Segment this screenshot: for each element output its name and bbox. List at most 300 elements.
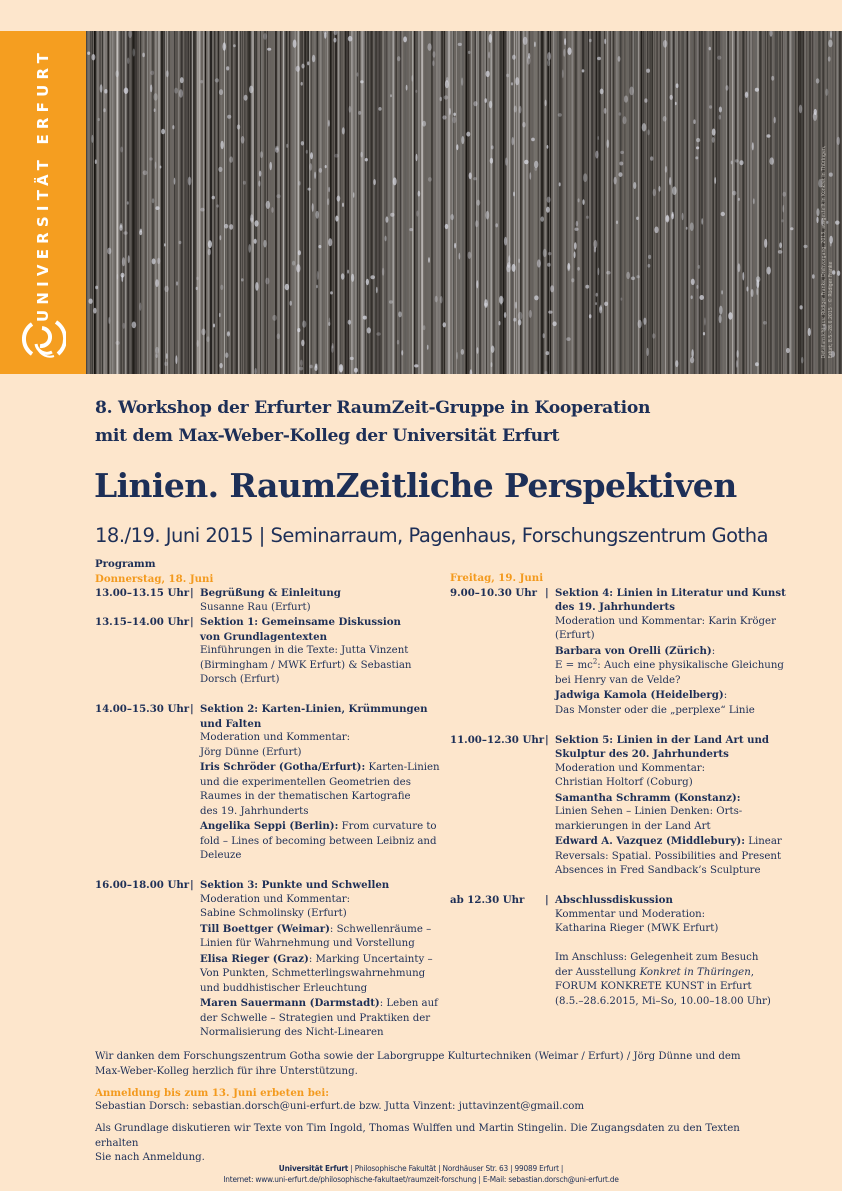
photo-highlight [397,340,399,345]
photo-highlight [123,323,125,329]
photo-strand [721,31,722,374]
photo-highlight [124,88,129,94]
photo-highlight [423,325,426,330]
photo-strand [539,31,540,374]
photo-highlight [701,218,703,225]
photo-strand [783,31,784,374]
photo-highlight [120,223,123,228]
photo-highlight [546,351,550,355]
photo-strand [221,31,222,374]
photo-highlight [540,216,544,221]
photo-highlight [491,346,495,353]
photo-highlight [271,207,273,213]
photo-strand [433,31,435,374]
photo-highlight [428,257,430,263]
photo-highlight [298,250,301,255]
photo-highlight [104,89,107,94]
photo-highlight [589,314,592,318]
photo-strand [340,31,341,374]
photo-strand [459,31,460,374]
speaker: Till Boettger (Weimar) [200,922,330,935]
photo-highlight [652,333,655,338]
photo-highlight [803,245,807,248]
program-slot [95,702,440,864]
photo-highlight [638,320,642,328]
photo-strand [104,31,105,374]
photo-highlight [416,154,418,162]
photo-highlight [301,340,304,347]
photo-highlight [229,156,233,162]
photo-strand [311,31,312,374]
photo-strand [507,31,508,374]
photo-highlight [816,217,818,223]
moderation: Moderation und Kommentar: [555,762,706,774]
photo-highlight [691,279,695,285]
photo-highlight [382,268,384,276]
photo-highlight [513,192,515,197]
photo-highlight [450,214,454,220]
photo-strand [244,31,246,374]
imprint-contact: Internet: www.uni-erfurt.de/philosophische-fakultaet/raumzeit-forschung | E-Mail: sebastian.dorsch@uni-erfurt.de [223,1174,619,1184]
photo-strand [225,31,226,374]
photo-strand [677,31,678,374]
photo-highlight [589,39,592,42]
photo-highlight [653,189,656,197]
formula-exponent: 2 [592,657,598,666]
photo-highlight [314,365,317,371]
photo-highlight [756,288,758,296]
photo-highlight [376,332,381,336]
photo-highlight [215,78,219,82]
photo-strand [394,31,395,374]
program-slot [95,586,440,615]
photo-highlight [298,181,300,185]
photo-highlight [728,312,732,320]
program-slot [450,586,795,719]
photo-strand [406,31,408,374]
photo-highlight [621,298,623,301]
photo-highlight [91,135,93,143]
photo-highlight [208,249,211,256]
photo-highlight [764,239,767,248]
photo-strand [785,31,787,374]
photo-highlight [633,182,636,189]
photo-highlight [373,179,376,185]
photo-strand [371,31,372,374]
slot-title: des 19. Jahrhunderts [555,601,675,613]
talk [200,922,440,938]
photo-highlight [712,137,715,143]
photo-highlight [348,36,353,42]
talk [200,819,440,835]
exhibition-note: Im Anschluss: Gelegenheit zum Besuch [555,952,759,963]
photo-highlight [624,96,628,103]
talk-title: fold – Lines of becoming between Leibniz and [200,835,437,847]
photo-strand [611,31,612,374]
photo-highlight [155,279,159,287]
photo-strand [538,31,539,374]
photo-highlight [504,312,506,318]
photo-strand [432,31,433,374]
photo-highlight [547,60,550,66]
photo-strand [423,31,424,374]
reading-basis-line: Als Grundlage diskutieren wir Texte von Tim Ingold, Thomas Wulffen und Martin Stingelin. Die Zugangsdaten zu den Texten erhalten [95,1123,740,1149]
photo-highlight [500,297,502,306]
photo-strand [409,31,410,374]
photo-strand [733,31,735,374]
photo-highlight [307,61,309,65]
photo-strand [798,31,800,374]
photo-highlight [695,156,698,159]
photo-strand [673,31,675,374]
photo-highlight [108,317,110,324]
photo-strand [708,31,710,374]
photo-highlight [663,116,667,122]
photo-highlight [506,265,510,273]
photo-highlight [406,85,408,91]
photo-highlight [461,136,464,144]
photo-highlight [812,274,815,279]
photo-highlight [196,277,198,280]
photo-highlight [614,177,617,185]
photo-highlight [543,333,545,338]
photo-strand [543,31,544,374]
photo-strand [278,31,280,374]
photo-highlight [219,89,223,95]
photo-highlight [779,242,782,248]
photo-highlight [672,186,677,195]
slot-time: 16.00–18.00 Uhr [95,879,190,891]
photo-highlight [620,151,624,154]
photo-highlight [671,213,674,219]
speaker: Angelika Seppi (Berlin): [200,820,339,832]
photo-highlight [428,43,432,51]
photo-strand [610,31,611,374]
photo-highlight [376,287,378,293]
photo-highlight [150,71,154,76]
photo-highlight [616,221,618,225]
exhibition-text: , [750,966,755,978]
photo-strand [790,31,792,374]
speaker: Barbara von Orelli (Zürich) [555,644,712,657]
photo-strand [240,31,241,374]
photo-highlight [719,115,721,120]
photo-highlight [427,345,429,350]
university-wordmark: UNIVERSITÄT ERFURT [34,47,52,323]
photo-highlight [269,162,272,171]
photo-strand [298,31,299,374]
photo-highlight [319,168,322,173]
photo-highlight [265,278,269,285]
photo-strand [136,31,138,374]
photo-strand [289,31,290,374]
talk [200,952,440,968]
program-slot [450,733,795,879]
photo-highlight [263,33,267,40]
photo-highlight [98,118,100,121]
photo-strand [596,31,598,374]
photo-highlight [519,106,522,114]
photo-highlight [317,271,319,280]
photo-texture [86,31,842,374]
photo-strand [761,31,762,374]
photo-highlight [699,295,704,300]
photo-highlight [547,197,551,203]
photo-highlight [296,66,300,72]
photo-highlight [837,271,840,276]
photo-highlight [124,231,128,235]
photo-highlight [416,211,418,217]
photo-strand [98,31,99,374]
page-title: Linien. RaumZeitliche Perspektiven [94,466,737,505]
speaker: Maren Sauermann (Darmstadt) [200,997,380,1009]
photo-highlight [529,310,532,318]
photo-strand [835,31,836,374]
photo-highlight [121,273,125,278]
photo-strand [449,31,450,374]
photo-highlight [133,49,136,57]
moderator: (Erfurt) [555,630,595,641]
photo-highlight [522,122,525,128]
photo-highlight [115,341,120,345]
photo-highlight [647,348,649,356]
photo-strand [684,31,686,374]
photo-highlight [514,106,517,113]
photo-strand [814,31,815,374]
photo-strand [591,31,593,374]
day-heading: Freitag, 19. Juni [450,572,544,584]
photo-strand [475,31,476,374]
photo-highlight [117,274,119,279]
photo-highlight [95,286,98,290]
photo-highlight [524,160,528,165]
photo-strand [192,31,193,374]
photo-highlight [128,255,130,263]
photo-strand [261,31,262,374]
photo-highlight [456,144,458,150]
photo-highlight [458,43,462,46]
photo-strand [357,31,358,374]
photo-strand [359,31,360,374]
photo-highlight [675,360,678,367]
slot-title: Begrüßung & Einleitung [200,587,341,599]
photo-strand [660,31,661,374]
photo-highlight [385,216,388,222]
photo-strand [494,31,495,374]
photo-strand [740,31,741,374]
talk [555,688,795,704]
talk-title: Linien für Wahrnehmung und Vorstellung [200,938,415,949]
photo-highlight [397,56,400,61]
photo-highlight [566,337,570,341]
photo-strand [837,31,839,374]
photo-highlight [197,340,199,347]
photo-strand [691,31,693,374]
photo-highlight [563,49,565,57]
moderator: Christian Holtorf (Coburg) [555,777,693,788]
photo-highlight [696,138,700,142]
photo-highlight [598,268,600,276]
photo-highlight [582,69,585,72]
photo-strand [114,31,115,374]
photo-highlight [578,198,580,202]
photo-highlight [233,44,236,47]
photo-strand [746,31,747,374]
photo-credit [821,146,835,359]
photo-highlight [663,40,667,48]
photo-highlight [127,58,129,64]
photo-highlight [629,87,634,96]
photo-highlight [636,275,639,278]
photo-highlight [714,177,716,184]
photo-highlight [327,198,329,205]
photo-highlight [221,141,224,149]
talk-title: Normalisierung des Nicht-Linearen [200,1027,384,1038]
slot-time: 13.00–13.15 Uhr [95,587,190,599]
imprint-org: Universität Erfurt [278,1163,349,1173]
photo-highlight [393,177,397,185]
photo-highlight [604,302,608,306]
photo-highlight [577,267,580,271]
photo-highlight [296,264,300,272]
photo-highlight [293,40,297,48]
photo-strand [274,31,275,374]
talk [555,834,795,850]
photo-strand [800,31,801,374]
photo-strand [404,31,406,374]
photo-highlight [676,83,679,88]
photo-highlight [518,259,520,263]
photo-highlight [518,312,523,320]
photo-strand [178,31,179,374]
photo-highlight [753,198,755,204]
photo-highlight [693,119,695,124]
photo-highlight [174,88,178,94]
photo-highlight [505,158,508,166]
photo-highlight [506,74,509,78]
photo-highlight [164,243,166,246]
photo-highlight [157,258,160,264]
photo-highlight [801,357,803,364]
photo-highlight [308,188,311,191]
photo-strand [701,31,703,374]
photo-highlight [315,211,319,219]
photo-strand [775,31,777,374]
photo-highlight [248,244,251,253]
photo-highlight [484,98,487,103]
photo-strand [496,31,498,374]
photo-strand [370,31,371,374]
photo-highlight [473,101,477,106]
exhibition-title: Konkret in Thüringen [639,966,751,978]
photo-highlight [691,349,693,357]
photo-highlight [208,240,212,248]
slot-title: Sektion 1: Gemeinsame Diskussion [200,616,401,628]
photo-highlight [476,280,478,288]
photo-highlight [301,82,303,86]
talk-title: Linear [744,836,782,847]
photo-highlight [290,301,292,306]
photo-strand [586,31,587,374]
photo-strand [536,31,537,374]
photo-strand [590,31,591,374]
talk-title: : Schwellenräume – [329,923,432,935]
photo-highlight [732,191,736,196]
photo-highlight [574,242,577,249]
photo-highlight [440,296,443,303]
photo-strand [456,31,457,374]
photo-highlight [432,60,434,66]
slot-title: Skulptur des 20. Jahrhunderts [555,748,729,760]
slot-title: Sektion 2: Karten-Linien, Krümmungen [200,703,428,715]
photo-strand [416,31,417,374]
photo-strand [400,31,402,374]
photo-highlight [461,78,463,86]
photo-strand [503,31,505,374]
photo-strand [169,31,170,374]
photo-highlight [771,76,774,81]
photo-highlight [440,97,442,102]
photo-strand [730,31,731,374]
talk-title: Raumes in der thematischen Kartografie [200,791,411,802]
photo-strand [185,31,186,374]
photo-highlight [401,350,403,356]
photo-highlight [828,40,832,48]
photo-highlight [607,139,610,148]
photo-highlight [334,154,338,158]
photo-strand [545,31,546,374]
photo-strand [258,31,260,374]
photo-highlight [390,213,394,217]
photo-highlight [249,86,253,94]
photo-highlight [175,355,177,364]
photo-highlight [636,217,639,220]
photo-highlight [783,192,787,197]
formula: E = mc [555,660,593,671]
photo-highlight [309,163,312,171]
photo-strand [236,31,238,374]
photo-highlight [648,255,651,259]
photo-strand [621,31,622,374]
talk-title: der Schwelle – Strategien und Praktiken der [200,1012,431,1024]
subtitle-line: mit dem Max-Weber-Kolleg der Universität Erfurt [95,426,560,446]
photo-highlight [786,348,790,353]
photo-strand [631,31,632,374]
photo-highlight [704,317,706,325]
photo-highlight [659,186,661,192]
talk-title: Linien Sehen – Linien Denken: Orts- [555,806,743,817]
photo-highlight [512,264,516,272]
photo-highlight [149,157,152,160]
photo-strand [620,31,621,374]
university-logo-icon [22,316,66,362]
photo-highlight [150,85,152,93]
photo-highlight [329,318,331,327]
photo-strand [218,31,219,374]
photo-highlight [475,220,479,227]
photo-strand [501,31,503,374]
photo-highlight [174,178,176,185]
photo-highlight [218,167,222,172]
photo-strand [88,31,90,374]
photo-strand [143,31,144,374]
photo-highlight [459,253,461,260]
photo-strand [140,31,141,374]
photo-highlight [301,64,304,69]
photo-strand [613,31,615,374]
photo-highlight [665,166,667,173]
photo-strand [346,31,347,374]
